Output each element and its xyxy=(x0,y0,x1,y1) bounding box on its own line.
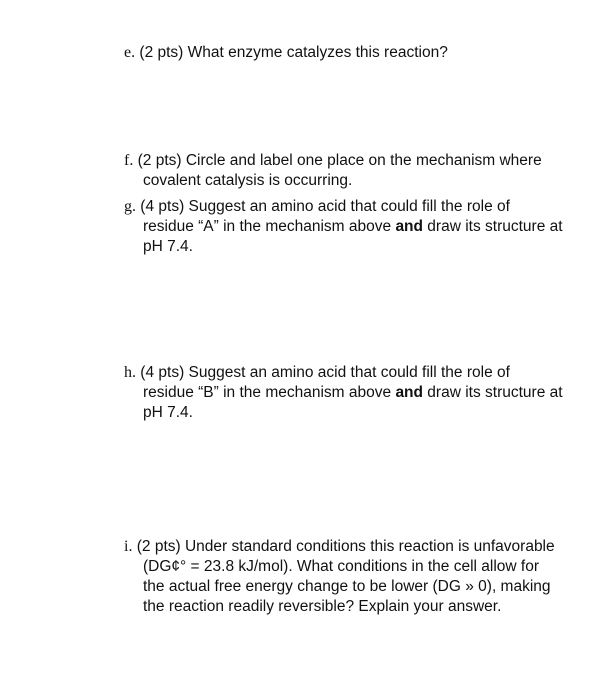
question-e-label: e. xyxy=(124,44,136,61)
question-i-text: (2 pts) Under standard conditions this reaction is unfavorable (DG¢° = 23.8 kJ/mol). What conditions in the cell allow for the actual free energy change to be lower (DG » 0), making the reaction readily reversible? Explain your answer. xyxy=(132,538,555,615)
question-i xyxy=(124,537,563,617)
question-f-text: (2 pts) Circle and label one place on the mechanism where covalent catalysis is occurring. xyxy=(133,152,542,189)
question-f-label: f. xyxy=(124,152,134,169)
question-h-text-before: (4 pts) Suggest an amino acid that could fill the role of residue “B” in the mechanism above xyxy=(136,364,510,401)
question-g-bold-and: and xyxy=(395,218,423,235)
question-h-text-after: draw its structure at pH 7.4. xyxy=(143,384,563,421)
question-e-text: (2 pts) What enzyme catalyzes this reaction? xyxy=(135,44,448,61)
question-i-label: i. xyxy=(124,538,133,555)
question-h-label: h. xyxy=(124,364,136,381)
question-g-text-after: draw its structure at pH 7.4. xyxy=(143,218,563,255)
question-h-bold-and: and xyxy=(395,384,423,401)
question-g-label: g. xyxy=(124,198,136,215)
question-g-text-before: (4 pts) Suggest an amino acid that could fill the role of residue “A” in the mechanism above xyxy=(136,198,510,235)
question-g xyxy=(124,197,563,257)
question-e xyxy=(124,43,563,63)
question-f xyxy=(124,151,563,191)
question-h xyxy=(124,363,563,423)
